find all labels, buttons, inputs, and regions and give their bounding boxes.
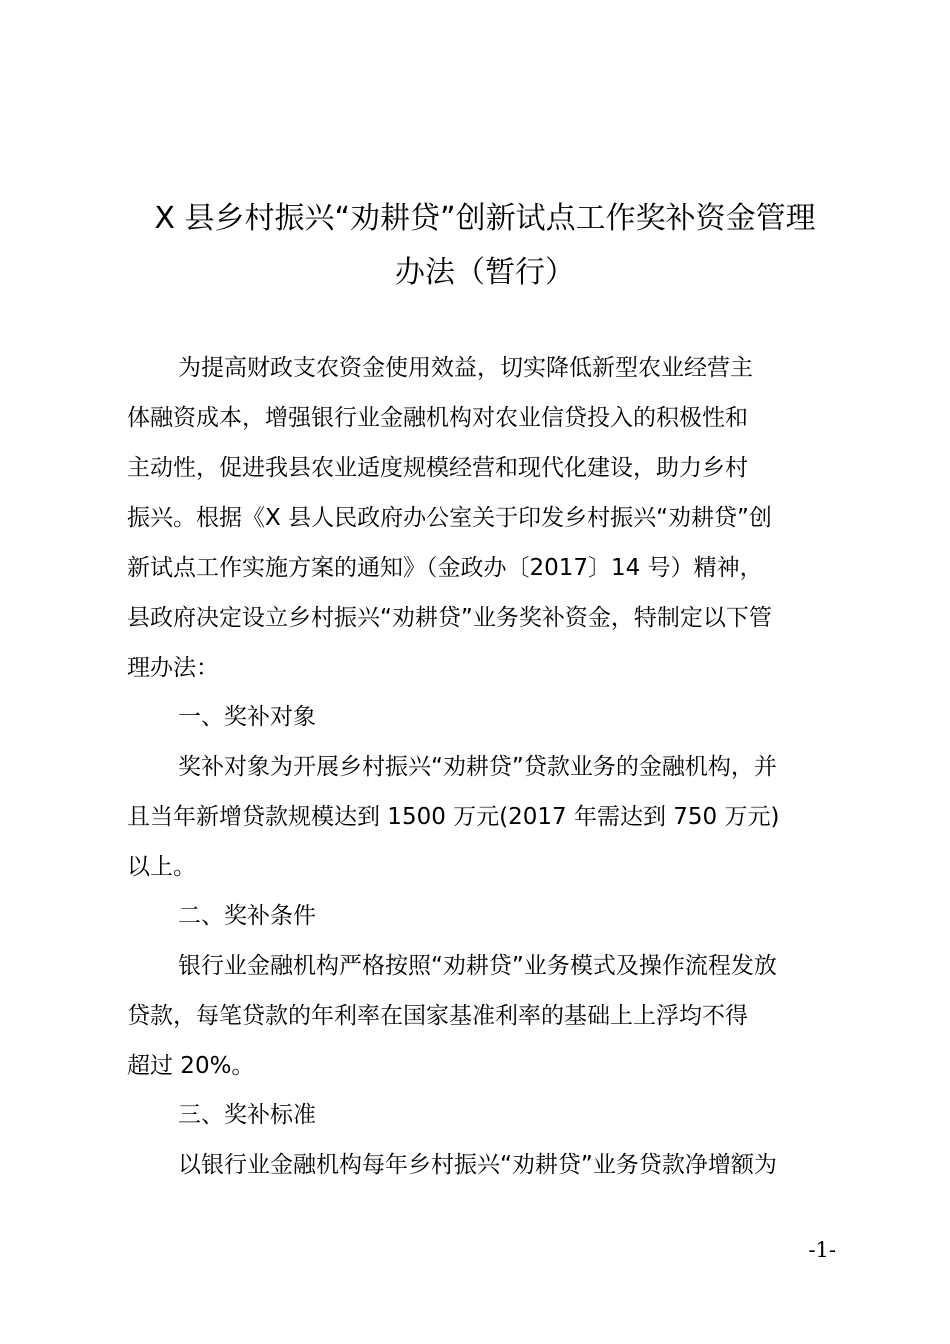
section-3-heading: 三、奖补标准 bbox=[178, 1102, 316, 1128]
intro-line-3: 主动性，促进我县农业适度规模经营和现代化建设，助力乡村 bbox=[127, 455, 748, 481]
intro-line-5: 新试点工作实施方案的通知》（金政办〔2017〕14 号）精神， bbox=[127, 555, 763, 581]
section-2-heading: 二、奖补条件 bbox=[178, 903, 316, 929]
intro-line-2: 体融资成本，增强银行业金融机构对农业信贷投入的积极性和 bbox=[127, 405, 748, 431]
section-2-line-2: 贷款，每笔贷款的年利率在国家基准利率的基础上上浮均不得 bbox=[127, 1003, 748, 1029]
intro-line-6: 县政府决定设立乡村振兴“劝耕贷”业务奖补资金，特制定以下管 bbox=[127, 605, 772, 631]
intro-line-7: 理办法： bbox=[127, 655, 219, 681]
document-title-line-1: X 县乡村振兴“劝耕贷”创新试点工作奖补资金管理 bbox=[154, 201, 816, 236]
section-1-line-3: 以上。 bbox=[127, 854, 196, 880]
intro-line-4: 振兴。根据《X 县人民政府办公室关于印发乡村振兴“劝耕贷”创 bbox=[127, 505, 772, 531]
section-1-heading: 一、奖补对象 bbox=[178, 704, 316, 730]
document-title-line-2: 办法（暂行） bbox=[395, 255, 575, 290]
section-2-line-3: 超过 20%。 bbox=[127, 1053, 255, 1079]
page-number: -1- bbox=[808, 1238, 836, 1262]
section-1-line-1: 奖补对象为开展乡村振兴“劝耕贷”贷款业务的金融机构，并 bbox=[178, 754, 777, 780]
section-1-line-2: 且当年新增贷款规模达到 1500 万元(2017 年需达到 750 万元) bbox=[127, 804, 780, 830]
section-3-line-1: 以银行业金融机构每年乡村振兴“劝耕贷”业务贷款净增额为 bbox=[178, 1152, 777, 1178]
section-2-line-1: 银行业金融机构严格按照“劝耕贷”业务模式及操作流程发放 bbox=[178, 953, 777, 979]
intro-line-1: 为提高财政支农资金使用效益，切实降低新型农业经营主 bbox=[178, 355, 753, 381]
